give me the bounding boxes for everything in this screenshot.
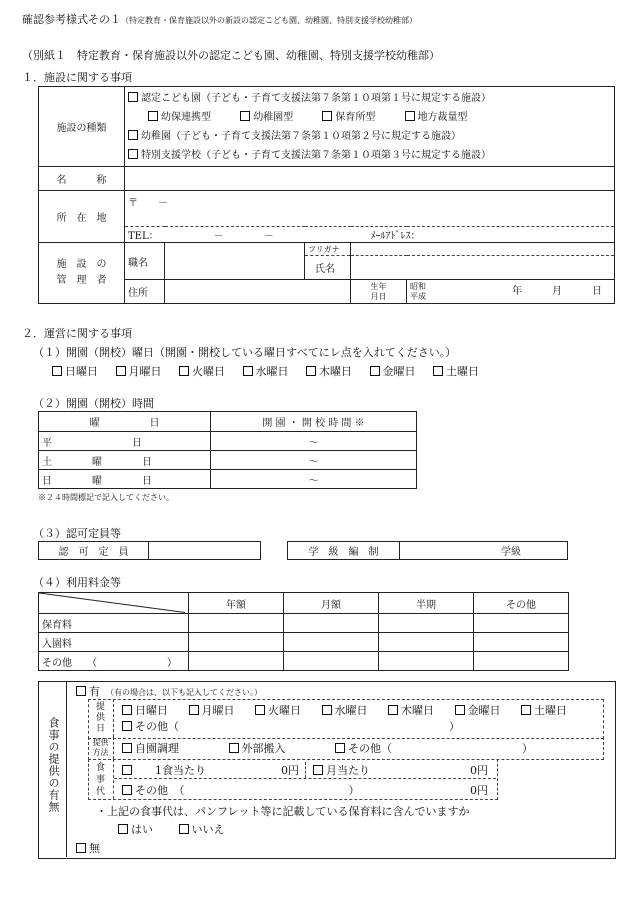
meal-day-sun[interactable]: 日曜日 <box>122 704 168 717</box>
appendix-title: （別紙１ 特定教育・保育施設以外の認定こども園、幼稚園、特別支援学校幼稚部） <box>22 49 440 62</box>
email-field[interactable]: ﾒｰﾙｱﾄﾞﾚｽ： <box>351 227 615 243</box>
fee-cell[interactable] <box>379 614 474 633</box>
job-label: 職名 <box>125 243 165 280</box>
hours-head-day: 曜 日 <box>39 412 211 432</box>
fee-col-monthly: 月額 <box>284 593 379 614</box>
capacity-label: 認 可 定 員 <box>39 542 149 560</box>
checkbox[interactable] <box>405 111 415 121</box>
meal-day-other[interactable]: その他（ ） <box>122 721 460 732</box>
day-sat[interactable]: 土曜日 <box>433 365 479 378</box>
checkbox[interactable] <box>322 111 332 121</box>
meal-yes[interactable]: 有 （有の場合は、以下も記入してください。） <box>76 686 262 697</box>
fees-corner <box>39 593 189 614</box>
opt-kodomoen[interactable]: 認定こども園（子ども・子育て支援法第７条第１０項第１号に規定する施設） <box>128 89 611 108</box>
method-outsourced[interactable]: 外部搬入 <box>229 742 286 755</box>
day-thu[interactable]: 木曜日 <box>306 365 352 378</box>
checkbox[interactable] <box>148 111 158 121</box>
weekday-hours[interactable]: ～ <box>211 432 417 451</box>
checkbox[interactable] <box>128 92 138 102</box>
meal-no[interactable]: 無 <box>76 843 100 854</box>
furigana-field[interactable] <box>351 243 615 256</box>
day-mon[interactable]: 月曜日 <box>116 365 162 378</box>
class-field[interactable]: 学級 <box>400 542 568 560</box>
cost-per-meal-value[interactable]: 0円 <box>281 764 299 777</box>
fee-cell[interactable] <box>474 614 569 633</box>
home-address-label: 住所 <box>125 280 165 304</box>
fee-row-childcare: 保育料 <box>39 614 189 633</box>
birthdate-field[interactable]: 昭和 平成 年 月 日 <box>407 280 615 304</box>
hours-table <box>38 411 417 489</box>
name-field[interactable] <box>125 167 615 191</box>
facility-type-label: 施設の種類 <box>39 87 125 167</box>
day-wed[interactable]: 水曜日 <box>243 365 289 378</box>
cost-per-month[interactable]: 月当たり <box>313 765 370 776</box>
person-name-label: 氏名 <box>305 256 351 280</box>
saturday-hours[interactable]: ～ <box>211 451 417 470</box>
hours-note: ※２４時間標記で記入してください。 <box>38 493 174 502</box>
fee-cell[interactable] <box>284 633 379 652</box>
tel-field[interactable]: TEL： － － <box>125 227 351 243</box>
capacity-field[interactable] <box>149 542 261 560</box>
name-label: 名 称 <box>39 167 125 191</box>
q4-fees: （４）利用料金等 <box>33 576 121 589</box>
method-row <box>122 743 533 754</box>
section2-title: ２．運営に関する事項 <box>22 327 132 340</box>
cost-per-meal[interactable]: 1食当たり <box>122 765 206 776</box>
fee-cell[interactable] <box>284 614 379 633</box>
fee-cell[interactable] <box>379 633 474 652</box>
meal-days-row <box>122 705 567 716</box>
method-label: 提供 方法 <box>88 737 114 759</box>
provide-days-label: 提 供 日 <box>88 699 114 737</box>
cost-other[interactable]: その他 （ ） <box>122 785 360 796</box>
included-answers <box>118 824 225 835</box>
answer-no[interactable]: いいえ <box>179 823 225 836</box>
person-name-field[interactable] <box>351 256 615 280</box>
row-saturday: 土 曜 日 <box>39 451 211 470</box>
fee-col-half: 半期 <box>379 593 474 614</box>
included-question: ・上記の食事代は、パンフレット等に記載している保育料に含んでいますか <box>96 805 470 818</box>
address-field[interactable]: 〒 － <box>125 191 615 227</box>
meal-cost-label: 食 事 代 <box>88 759 114 799</box>
method-inhouse[interactable]: 自園調理 <box>122 742 179 755</box>
meal-day-tue[interactable]: 火曜日 <box>255 704 301 717</box>
day-sun[interactable]: 日曜日 <box>52 365 98 378</box>
meal-day-wed[interactable]: 水曜日 <box>322 704 368 717</box>
fee-row-admission: 入園料 <box>39 633 189 652</box>
form-title: 確認参考様式その１（特定教育・保育施設以外の新設の認定こども園、幼稚園、特別支援学校幼稚部） <box>22 13 417 26</box>
cost-per-month-value[interactable]: 0円 <box>470 764 488 777</box>
section1-title: １．施設に関する事項 <box>22 71 132 84</box>
fee-cell[interactable] <box>189 633 284 652</box>
furigana-label: フリガナ <box>305 243 351 256</box>
checkbox[interactable] <box>128 149 138 159</box>
answer-yes[interactable]: はい <box>118 823 153 836</box>
cost-other-value[interactable]: 0円 <box>470 784 488 797</box>
checkbox[interactable] <box>128 130 138 140</box>
class-label: 学 級 編 制 <box>288 542 400 560</box>
open-days-row <box>52 366 479 377</box>
facility-table <box>38 86 615 304</box>
fee-cell[interactable] <box>474 652 569 671</box>
fee-cell[interactable] <box>379 652 474 671</box>
opt-tokubetsu[interactable]: 特別支援学校（子ども・子育て支援法第７条第１０項第３号に規定する施設） <box>128 146 611 165</box>
opt-yochien[interactable]: 幼稚園（子ども・子育て支援法第７条第１０項第２号に規定する施設） <box>128 127 611 146</box>
fee-cell[interactable] <box>284 652 379 671</box>
q3-capacity: （３）認可定員等 <box>33 527 121 540</box>
q1-open-days: （１）開園（開校）曜日（開園・開校している曜日すべてにレ点を入れてください。） <box>33 346 457 359</box>
fee-col-annual: 年額 <box>189 593 284 614</box>
address-label: 所 在 地 <box>39 191 125 243</box>
q2-open-hours: （２）開園（開校）時間 <box>33 397 154 410</box>
fee-cell[interactable] <box>189 614 284 633</box>
home-address-field[interactable] <box>165 280 351 304</box>
day-fri[interactable]: 金曜日 <box>370 365 416 378</box>
class-table <box>287 541 568 560</box>
capacity-table <box>38 541 261 560</box>
hours-head-time: 開 園 ・ 開 校 時 間 ※ <box>211 412 417 432</box>
fee-cell[interactable] <box>189 652 284 671</box>
checkbox[interactable] <box>240 111 250 121</box>
fees-table <box>38 592 569 671</box>
meal-label-cell <box>38 681 67 857</box>
birthdate-label: 生年 月日 <box>351 280 407 304</box>
cost-separator <box>305 762 306 778</box>
kodomoen-subtypes: 幼保連携型 幼稚園型 保育所型 地方裁量型 <box>128 108 611 127</box>
meal-day-sat[interactable]: 土曜日 <box>521 704 567 717</box>
cost-divider <box>114 778 496 779</box>
meal-day-fri[interactable]: 金曜日 <box>455 704 501 717</box>
meal-day-thu[interactable]: 木曜日 <box>388 704 434 717</box>
fee-col-other: その他 <box>474 593 569 614</box>
meal-label: 食事の提供の有無 <box>47 717 60 813</box>
fee-cell[interactable] <box>474 633 569 652</box>
job-field[interactable] <box>165 243 305 280</box>
row-weekday: 平 日 <box>39 432 211 451</box>
fee-row-other: その他 （ ） <box>39 652 189 671</box>
row-sunday: 日 曜 日 <box>39 470 211 489</box>
meal-day-mon[interactable]: 月曜日 <box>189 704 235 717</box>
day-tue[interactable]: 火曜日 <box>179 365 225 378</box>
sunday-hours[interactable]: ～ <box>211 470 417 489</box>
manager-label: 施 設 の 管 理 者 <box>39 243 125 304</box>
method-other[interactable]: その他（ ） <box>335 742 533 755</box>
